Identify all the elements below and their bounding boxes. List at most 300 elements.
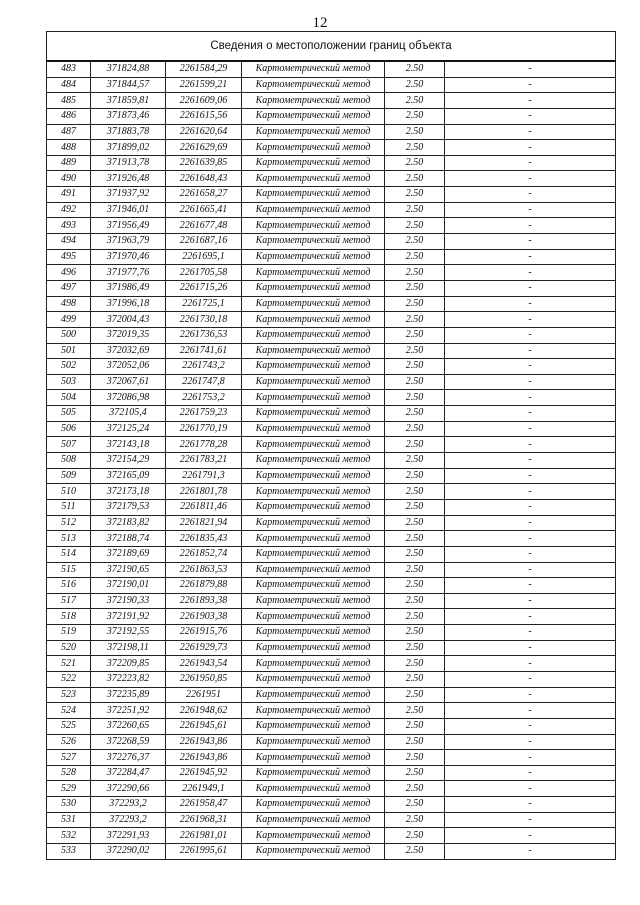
y-coordinate-cell: 2261629,69	[166, 140, 242, 156]
accuracy-cell: 2.50	[385, 359, 445, 375]
y-coordinate-cell: 2261951	[166, 687, 242, 703]
x-coordinate-cell: 372032,69	[91, 343, 166, 359]
x-coordinate-cell: 372019,35	[91, 327, 166, 343]
x-coordinate-cell: 371899,02	[91, 140, 166, 156]
note-cell: -	[445, 499, 616, 515]
accuracy-cell: 2.50	[385, 234, 445, 250]
note-cell: -	[445, 312, 616, 328]
table-row	[47, 312, 616, 328]
table-row	[47, 781, 616, 797]
y-coordinate-cell: 2261948,62	[166, 703, 242, 719]
method-cell: Картометрический метод	[242, 797, 385, 813]
x-coordinate-cell: 371824,88	[91, 61, 166, 77]
boundary-coordinates-table	[46, 31, 616, 860]
point-number-cell: 484	[47, 77, 91, 93]
y-coordinate-cell: 2261852,74	[166, 546, 242, 562]
accuracy-cell: 2.50	[385, 265, 445, 281]
method-cell: Картометрический метод	[242, 750, 385, 766]
point-number-cell: 499	[47, 312, 91, 328]
table-row	[47, 218, 616, 234]
point-number-cell: 532	[47, 828, 91, 844]
accuracy-cell: 2.50	[385, 844, 445, 860]
method-cell: Картометрический метод	[242, 515, 385, 531]
y-coordinate-cell: 2261943,54	[166, 656, 242, 672]
note-cell: -	[445, 108, 616, 124]
note-cell: -	[445, 265, 616, 281]
method-cell: Картометрический метод	[242, 828, 385, 844]
note-cell: -	[445, 61, 616, 77]
table-row	[47, 374, 616, 390]
method-cell: Картометрический метод	[242, 234, 385, 250]
note-cell: -	[445, 171, 616, 187]
accuracy-cell: 2.50	[385, 812, 445, 828]
x-coordinate-cell: 371986,49	[91, 280, 166, 296]
accuracy-cell: 2.50	[385, 171, 445, 187]
accuracy-cell: 2.50	[385, 453, 445, 469]
point-number-cell: 488	[47, 140, 91, 156]
accuracy-cell: 2.50	[385, 93, 445, 109]
method-cell: Картометрический метод	[242, 625, 385, 641]
point-number-cell: 521	[47, 656, 91, 672]
method-cell: Картометрический метод	[242, 249, 385, 265]
y-coordinate-cell: 2261584,29	[166, 61, 242, 77]
y-coordinate-cell: 2261981,01	[166, 828, 242, 844]
page-number: 12	[312, 15, 328, 31]
table-row	[47, 609, 616, 625]
x-coordinate-cell: 372290,02	[91, 844, 166, 860]
point-number-cell: 514	[47, 546, 91, 562]
y-coordinate-cell: 2261747,8	[166, 374, 242, 390]
note-cell: -	[445, 187, 616, 203]
table-row	[47, 765, 616, 781]
accuracy-cell: 2.50	[385, 249, 445, 265]
method-cell: Картометрический метод	[242, 844, 385, 860]
y-coordinate-cell: 2261945,92	[166, 765, 242, 781]
point-number-cell: 492	[47, 202, 91, 218]
point-number-cell: 483	[47, 61, 91, 77]
accuracy-cell: 2.50	[385, 108, 445, 124]
y-coordinate-cell: 2261950,85	[166, 671, 242, 687]
method-cell: Картометрический метод	[242, 531, 385, 547]
point-number-cell: 501	[47, 343, 91, 359]
table-row	[47, 421, 616, 437]
table-row	[47, 734, 616, 750]
y-coordinate-cell: 2261778,28	[166, 437, 242, 453]
y-coordinate-cell: 2261715,26	[166, 280, 242, 296]
x-coordinate-cell: 372125,24	[91, 421, 166, 437]
method-cell: Картометрический метод	[242, 374, 385, 390]
accuracy-cell: 2.50	[385, 296, 445, 312]
accuracy-cell: 2.50	[385, 531, 445, 547]
table-row	[47, 562, 616, 578]
table-row	[47, 406, 616, 422]
note-cell: -	[445, 546, 616, 562]
note-cell: -	[445, 531, 616, 547]
x-coordinate-cell: 372190,33	[91, 593, 166, 609]
table-row	[47, 171, 616, 187]
table-row	[47, 390, 616, 406]
table-row	[47, 797, 616, 813]
table-row	[47, 77, 616, 93]
point-number-cell: 509	[47, 468, 91, 484]
method-cell: Картометрический метод	[242, 77, 385, 93]
note-cell: -	[445, 296, 616, 312]
method-cell: Картометрический метод	[242, 546, 385, 562]
method-cell: Картометрический метод	[242, 108, 385, 124]
accuracy-cell: 2.50	[385, 218, 445, 234]
note-cell: -	[445, 234, 616, 250]
x-coordinate-cell: 372260,65	[91, 718, 166, 734]
table-title: Сведения о местоположении границ объекта	[47, 32, 616, 62]
y-coordinate-cell: 2261821,94	[166, 515, 242, 531]
table-row	[47, 155, 616, 171]
x-coordinate-cell: 372143,18	[91, 437, 166, 453]
method-cell: Картометрический метод	[242, 765, 385, 781]
method-cell: Картометрический метод	[242, 218, 385, 234]
note-cell: -	[445, 828, 616, 844]
accuracy-cell: 2.50	[385, 546, 445, 562]
point-number-cell: 508	[47, 453, 91, 469]
method-cell: Картометрический метод	[242, 437, 385, 453]
accuracy-cell: 2.50	[385, 562, 445, 578]
point-number-cell: 524	[47, 703, 91, 719]
table-row	[47, 265, 616, 281]
table-row	[47, 453, 616, 469]
note-cell: -	[445, 374, 616, 390]
accuracy-cell: 2.50	[385, 61, 445, 77]
x-coordinate-cell: 372276,37	[91, 750, 166, 766]
accuracy-cell: 2.50	[385, 734, 445, 750]
accuracy-cell: 2.50	[385, 656, 445, 672]
note-cell: -	[445, 77, 616, 93]
method-cell: Картометрический метод	[242, 578, 385, 594]
method-cell: Картометрический метод	[242, 812, 385, 828]
table-row	[47, 296, 616, 312]
note-cell: -	[445, 124, 616, 140]
point-number-cell: 512	[47, 515, 91, 531]
y-coordinate-cell: 2261879,88	[166, 578, 242, 594]
y-coordinate-cell: 2261968,31	[166, 812, 242, 828]
point-number-cell: 495	[47, 249, 91, 265]
x-coordinate-cell: 372192,55	[91, 625, 166, 641]
note-cell: -	[445, 468, 616, 484]
accuracy-cell: 2.50	[385, 140, 445, 156]
table-row	[47, 140, 616, 156]
accuracy-cell: 2.50	[385, 625, 445, 641]
note-cell: -	[445, 249, 616, 265]
y-coordinate-cell: 2261958,47	[166, 797, 242, 813]
accuracy-cell: 2.50	[385, 124, 445, 140]
note-cell: -	[445, 140, 616, 156]
y-coordinate-cell: 2261743,2	[166, 359, 242, 375]
x-coordinate-cell: 372190,65	[91, 562, 166, 578]
x-coordinate-cell: 372190,01	[91, 578, 166, 594]
accuracy-cell: 2.50	[385, 765, 445, 781]
table-row	[47, 249, 616, 265]
accuracy-cell: 2.50	[385, 718, 445, 734]
point-number-cell: 505	[47, 406, 91, 422]
accuracy-cell: 2.50	[385, 155, 445, 171]
note-cell: -	[445, 609, 616, 625]
table-row	[47, 187, 616, 203]
point-number-cell: 518	[47, 609, 91, 625]
table-row	[47, 640, 616, 656]
point-number-cell: 522	[47, 671, 91, 687]
method-cell: Картометрический метод	[242, 703, 385, 719]
y-coordinate-cell: 2261995,61	[166, 844, 242, 860]
accuracy-cell: 2.50	[385, 390, 445, 406]
point-number-cell: 525	[47, 718, 91, 734]
table-title-row	[47, 32, 616, 62]
x-coordinate-cell: 371963,79	[91, 234, 166, 250]
point-number-cell: 491	[47, 187, 91, 203]
note-cell: -	[445, 593, 616, 609]
y-coordinate-cell: 2261893,38	[166, 593, 242, 609]
note-cell: -	[445, 734, 616, 750]
x-coordinate-cell: 372183,82	[91, 515, 166, 531]
point-number-cell: 531	[47, 812, 91, 828]
method-cell: Картометрический метод	[242, 343, 385, 359]
method-cell: Картометрический метод	[242, 609, 385, 625]
point-number-cell: 507	[47, 437, 91, 453]
note-cell: -	[445, 750, 616, 766]
x-coordinate-cell: 372189,69	[91, 546, 166, 562]
y-coordinate-cell: 2261615,56	[166, 108, 242, 124]
point-number-cell: 487	[47, 124, 91, 140]
x-coordinate-cell: 371996,18	[91, 296, 166, 312]
y-coordinate-cell: 2261753,2	[166, 390, 242, 406]
x-coordinate-cell: 372165,09	[91, 468, 166, 484]
accuracy-cell: 2.50	[385, 687, 445, 703]
point-number-cell: 516	[47, 578, 91, 594]
point-number-cell: 496	[47, 265, 91, 281]
method-cell: Картометрический метод	[242, 390, 385, 406]
y-coordinate-cell: 2261609,06	[166, 93, 242, 109]
x-coordinate-cell: 372209,85	[91, 656, 166, 672]
method-cell: Картометрический метод	[242, 202, 385, 218]
y-coordinate-cell: 2261835,43	[166, 531, 242, 547]
y-coordinate-cell: 2261949,1	[166, 781, 242, 797]
x-coordinate-cell: 372004,43	[91, 312, 166, 328]
table-row	[47, 61, 616, 77]
point-number-cell: 511	[47, 499, 91, 515]
method-cell: Картометрический метод	[242, 280, 385, 296]
note-cell: -	[445, 718, 616, 734]
y-coordinate-cell: 2261677,48	[166, 218, 242, 234]
accuracy-cell: 2.50	[385, 578, 445, 594]
point-number-cell: 528	[47, 765, 91, 781]
accuracy-cell: 2.50	[385, 374, 445, 390]
method-cell: Картометрический метод	[242, 327, 385, 343]
note-cell: -	[445, 93, 616, 109]
table-row	[47, 718, 616, 734]
x-coordinate-cell: 372268,59	[91, 734, 166, 750]
x-coordinate-cell: 372173,18	[91, 484, 166, 500]
x-coordinate-cell: 372191,92	[91, 609, 166, 625]
method-cell: Картометрический метод	[242, 562, 385, 578]
method-cell: Картометрический метод	[242, 781, 385, 797]
x-coordinate-cell: 372198,11	[91, 640, 166, 656]
point-number-cell: 494	[47, 234, 91, 250]
method-cell: Картометрический метод	[242, 93, 385, 109]
y-coordinate-cell: 2261945,61	[166, 718, 242, 734]
method-cell: Картометрический метод	[242, 671, 385, 687]
note-cell: -	[445, 359, 616, 375]
table-row	[47, 625, 616, 641]
accuracy-cell: 2.50	[385, 406, 445, 422]
table-row	[47, 468, 616, 484]
y-coordinate-cell: 2261725,1	[166, 296, 242, 312]
note-cell: -	[445, 703, 616, 719]
accuracy-cell: 2.50	[385, 77, 445, 93]
table-row	[47, 515, 616, 531]
table-row	[47, 546, 616, 562]
method-cell: Картометрический метод	[242, 468, 385, 484]
point-number-cell: 486	[47, 108, 91, 124]
table-row	[47, 656, 616, 672]
method-cell: Картометрический метод	[242, 140, 385, 156]
point-number-cell: 490	[47, 171, 91, 187]
accuracy-cell: 2.50	[385, 640, 445, 656]
y-coordinate-cell: 2261639,85	[166, 155, 242, 171]
accuracy-cell: 2.50	[385, 671, 445, 687]
note-cell: -	[445, 202, 616, 218]
point-number-cell: 513	[47, 531, 91, 547]
y-coordinate-cell: 2261648,43	[166, 171, 242, 187]
method-cell: Картометрический метод	[242, 359, 385, 375]
point-number-cell: 503	[47, 374, 91, 390]
note-cell: -	[445, 656, 616, 672]
note-cell: -	[445, 640, 616, 656]
accuracy-cell: 2.50	[385, 312, 445, 328]
accuracy-cell: 2.50	[385, 593, 445, 609]
y-coordinate-cell: 2261741,61	[166, 343, 242, 359]
table-row	[47, 812, 616, 828]
table-row	[47, 703, 616, 719]
accuracy-cell: 2.50	[385, 609, 445, 625]
method-cell: Картометрический метод	[242, 640, 385, 656]
method-cell: Картометрический метод	[242, 593, 385, 609]
table-row	[47, 93, 616, 109]
point-number-cell: 506	[47, 421, 91, 437]
x-coordinate-cell: 372293,2	[91, 812, 166, 828]
method-cell: Картометрический метод	[242, 453, 385, 469]
x-coordinate-cell: 372052,06	[91, 359, 166, 375]
table-row	[47, 359, 616, 375]
note-cell: -	[445, 280, 616, 296]
x-coordinate-cell: 372291,93	[91, 828, 166, 844]
note-cell: -	[445, 781, 616, 797]
x-coordinate-cell: 371883,78	[91, 124, 166, 140]
note-cell: -	[445, 562, 616, 578]
point-number-cell: 510	[47, 484, 91, 500]
note-cell: -	[445, 327, 616, 343]
note-cell: -	[445, 812, 616, 828]
y-coordinate-cell: 2261791,3	[166, 468, 242, 484]
accuracy-cell: 2.50	[385, 202, 445, 218]
x-coordinate-cell: 371859,81	[91, 93, 166, 109]
x-coordinate-cell: 372223,82	[91, 671, 166, 687]
x-coordinate-cell: 371977,76	[91, 265, 166, 281]
y-coordinate-cell: 2261811,46	[166, 499, 242, 515]
y-coordinate-cell: 2261658,27	[166, 187, 242, 203]
point-number-cell: 523	[47, 687, 91, 703]
method-cell: Картометрический метод	[242, 484, 385, 500]
note-cell: -	[445, 453, 616, 469]
method-cell: Картометрический метод	[242, 687, 385, 703]
table-row	[47, 499, 616, 515]
method-cell: Картометрический метод	[242, 734, 385, 750]
point-number-cell: 493	[47, 218, 91, 234]
x-coordinate-cell: 372086,98	[91, 390, 166, 406]
method-cell: Картометрический метод	[242, 718, 385, 734]
y-coordinate-cell: 2261903,38	[166, 609, 242, 625]
note-cell: -	[445, 844, 616, 860]
x-coordinate-cell: 371956,49	[91, 218, 166, 234]
x-coordinate-cell: 372284,47	[91, 765, 166, 781]
table-row	[47, 108, 616, 124]
table-row	[47, 578, 616, 594]
method-cell: Картометрический метод	[242, 155, 385, 171]
accuracy-cell: 2.50	[385, 499, 445, 515]
note-cell: -	[445, 406, 616, 422]
table-row	[47, 844, 616, 860]
point-number-cell: 502	[47, 359, 91, 375]
y-coordinate-cell: 2261943,86	[166, 734, 242, 750]
y-coordinate-cell: 2261915,76	[166, 625, 242, 641]
x-coordinate-cell: 371946,01	[91, 202, 166, 218]
accuracy-cell: 2.50	[385, 797, 445, 813]
method-cell: Картометрический метод	[242, 171, 385, 187]
table-body	[47, 61, 616, 859]
x-coordinate-cell: 372067,61	[91, 374, 166, 390]
method-cell: Картометрический метод	[242, 421, 385, 437]
point-number-cell: 489	[47, 155, 91, 171]
method-cell: Картометрический метод	[242, 312, 385, 328]
y-coordinate-cell: 2261863,53	[166, 562, 242, 578]
note-cell: -	[445, 437, 616, 453]
y-coordinate-cell: 2261929,73	[166, 640, 242, 656]
x-coordinate-cell: 372188,74	[91, 531, 166, 547]
table-row	[47, 234, 616, 250]
method-cell: Картометрический метод	[242, 265, 385, 281]
x-coordinate-cell: 371873,46	[91, 108, 166, 124]
table-row	[47, 531, 616, 547]
table-row	[47, 671, 616, 687]
x-coordinate-cell: 372293,2	[91, 797, 166, 813]
y-coordinate-cell: 2261620,64	[166, 124, 242, 140]
point-number-cell: 527	[47, 750, 91, 766]
y-coordinate-cell: 2261783,21	[166, 453, 242, 469]
accuracy-cell: 2.50	[385, 515, 445, 531]
note-cell: -	[445, 687, 616, 703]
accuracy-cell: 2.50	[385, 781, 445, 797]
method-cell: Картометрический метод	[242, 61, 385, 77]
point-number-cell: 500	[47, 327, 91, 343]
point-number-cell: 504	[47, 390, 91, 406]
y-coordinate-cell: 2261759,23	[166, 406, 242, 422]
point-number-cell: 485	[47, 93, 91, 109]
accuracy-cell: 2.50	[385, 421, 445, 437]
note-cell: -	[445, 421, 616, 437]
x-coordinate-cell: 371913,78	[91, 155, 166, 171]
point-number-cell: 529	[47, 781, 91, 797]
x-coordinate-cell: 372235,89	[91, 687, 166, 703]
note-cell: -	[445, 343, 616, 359]
note-cell: -	[445, 218, 616, 234]
x-coordinate-cell: 372179,53	[91, 499, 166, 515]
accuracy-cell: 2.50	[385, 828, 445, 844]
